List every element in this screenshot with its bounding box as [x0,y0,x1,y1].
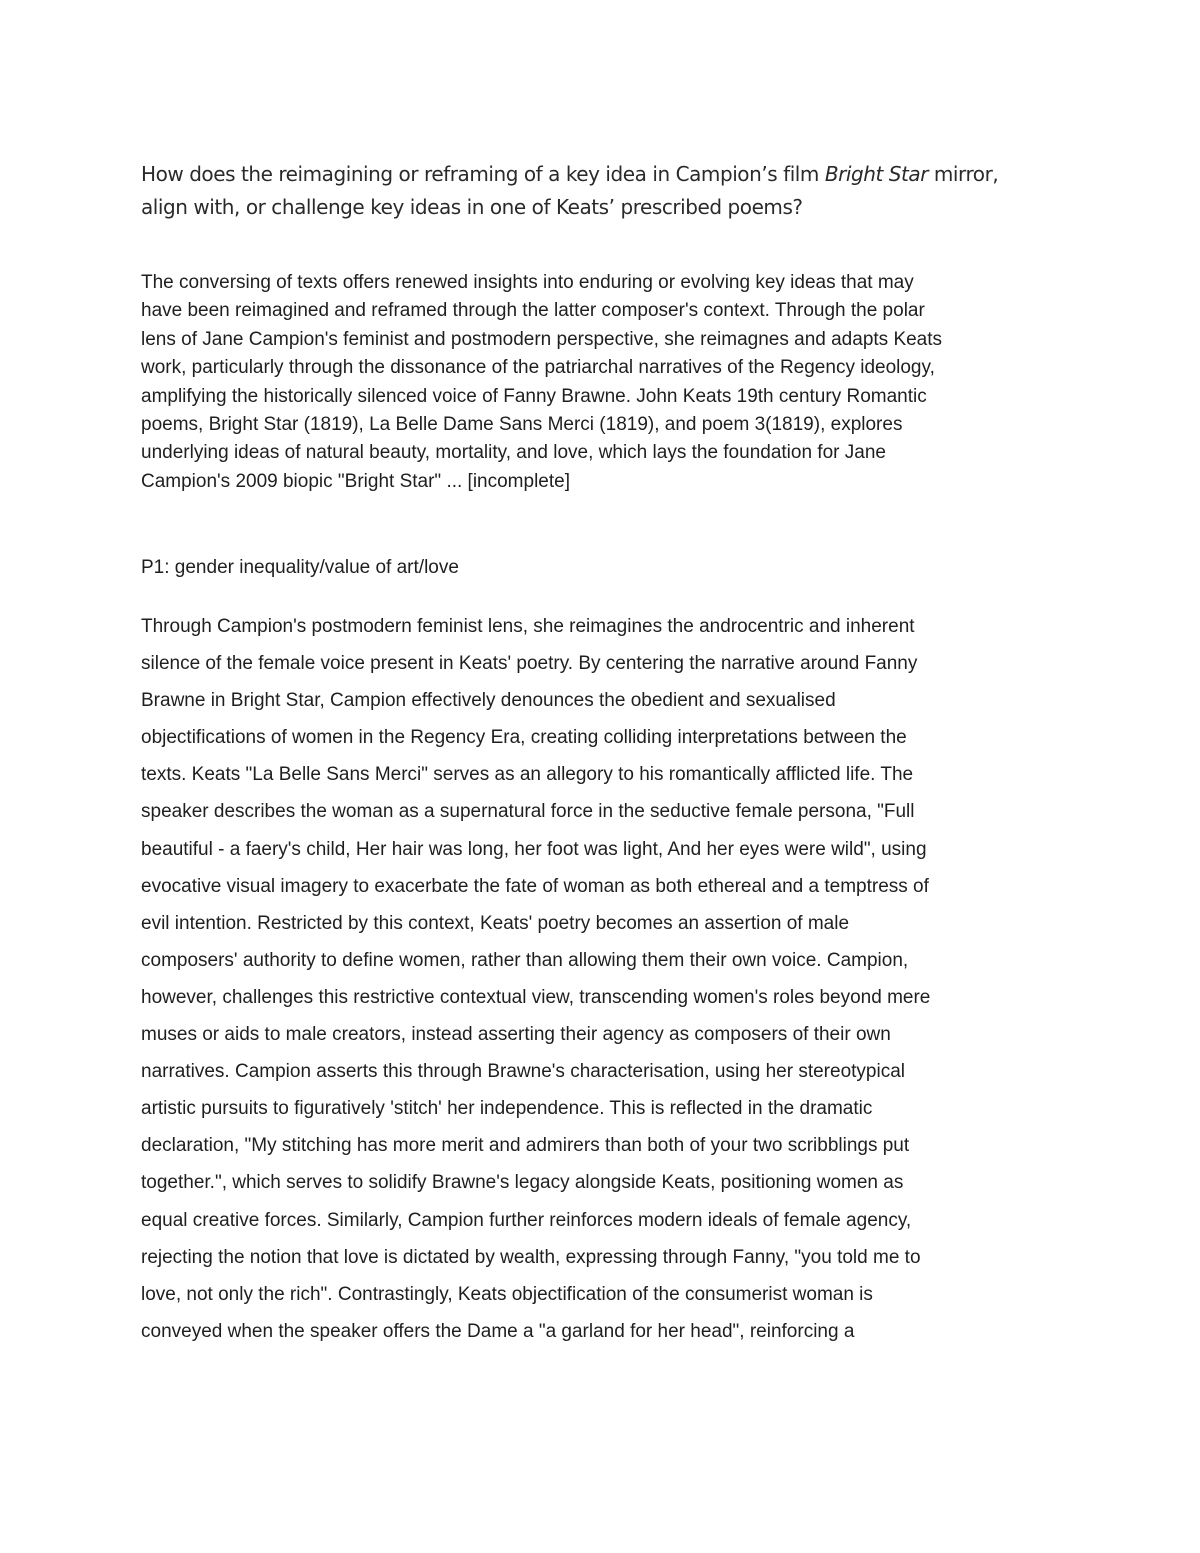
intro-line: have been reimagined and reframed through the latter composer's context. Through the polar [141,300,925,322]
introduction-paragraph [141,269,1061,496]
heading-line-1 [141,158,1061,191]
essay-question-heading [141,158,1061,224]
body-line: texts. Keats "La Belle Sans Merci" serves as an allegory to his romantically afflicted life. The [141,764,914,786]
intro-line: The conversing of texts offers renewed insights into enduring or evolving key ideas that may [141,272,914,293]
body-line: together.", which serves to solidify Brawne's legacy alongside Keats, positioning women as [141,1172,904,1194]
heading-text: mirror, [927,162,999,186]
body-line: Through Campion's postmodern feminist lens, she reimagines the androcentric and inherent [141,616,915,637]
body-line: love, not only the rich". Contrastingly, Keats objectification of the consumerist woman is [141,1283,873,1305]
body-line: artistic pursuits to figuratively 'stitch' her independence. This is reflected in the dramatic [141,1098,873,1120]
body-line: evocative visual imagery to exacerbate the fate of woman as both ethereal and a temptress of [141,875,929,897]
intro-line: lens of Jane Campion's feminist and postmodern perspective, she reimagnes and adapts Keats [141,328,943,350]
paragraph-1-body [141,608,1061,1350]
heading-text: How does the reimagining or reframing of a key idea in Campion’s film [141,162,825,186]
body-line: conveyed when the speaker offers the Dame a "a garland for her head", reinforcing a [141,1320,855,1342]
heading-line-2: align with, or challenge key ideas in one of Keats’ prescribed poems? [141,195,803,219]
body-line: evil intention. Restricted by this context, Keats' poetry becomes an assertion of male [141,912,850,934]
intro-line: poems, Bright Star (1819), La Belle Dame Sans Merci (1819), and poem 3(1819), explores [141,414,903,436]
body-line: equal creative forces. Similarly, Campion further reinforces modern ideals of female agency, [141,1209,912,1231]
body-line: rejecting the notion that love is dictated by wealth, expressing through Fanny, "you told me to [141,1246,921,1268]
body-line: Brawne in Bright Star, Campion effectively denounces the obedient and sexualised [141,690,836,712]
film-title-italic: Bright Star [824,162,928,186]
body-line: declaration, "My stitching has more merit and admirers than both of your two scribblings put [141,1135,910,1157]
body-line: speaker describes the woman as a supernatural force in the seductive female persona, "Full [141,801,915,823]
body-line: beautiful - a faery's child, Her hair was long, her foot was light, And her eyes were wild", using [141,838,927,860]
paragraph-1-heading: P1: gender inequality/value of art/love [141,557,459,578]
intro-line: work, particularly through the dissonance of the patriarchal narratives of the Regency ideology, [141,357,935,379]
intro-line: underlying ideas of natural beauty, mortality, and love, which lays the foundation for Jane [141,442,886,464]
body-line: narratives. Campion asserts this through Brawne's characterisation, using her stereotypical [141,1061,905,1083]
body-line: muses or aids to male creators, instead asserting their agency as composers of their own [141,1024,891,1046]
intro-line: amplifying the historically silenced voice of Fanny Brawne. John Keats 19th century Romantic [141,385,927,407]
body-line: however, challenges this restrictive contextual view, transcending women's roles beyond mere [141,986,931,1008]
intro-line: Campion's 2009 biopic "Bright Star" ... [incomplete] [141,470,570,492]
body-line: composers' authority to define women, rather than allowing them their own voice. Campion, [141,949,909,971]
body-line: objectifications of women in the Regency Era, creating colliding interpretations between the [141,727,907,749]
body-line: silence of the female voice present in Keats' poetry. By centering the narrative around Fanny [141,653,918,675]
